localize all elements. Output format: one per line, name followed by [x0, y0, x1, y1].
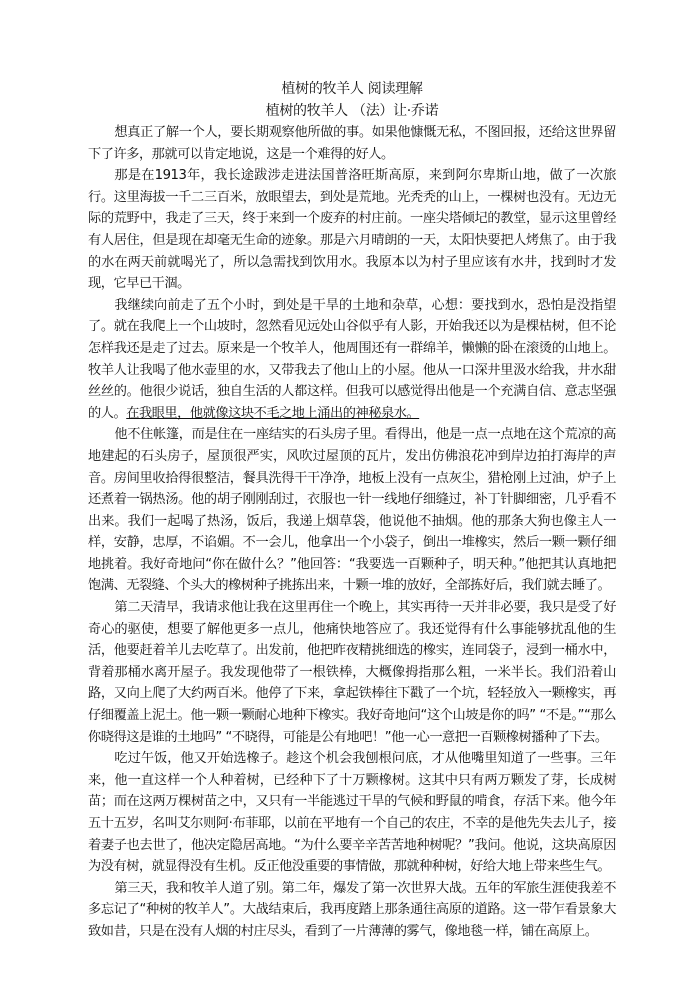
- underlined-sentence: 在我眼里，他就像这块不毛之地上涌出的神秘泉水。: [126, 405, 420, 421]
- paragraph-7: [88, 878, 616, 943]
- paragraph-text: 想真正了解一个人，要长期观察他所做的事。如果他慷慨无私，不图回报，还给这世界留下了许多，那就可以肯定地说，这是一个难得的好人。: [88, 125, 616, 162]
- paragraph-text: 我继续向前走了五个小时，到处是干旱的土地和杂草，心想：要找到水，恐怕是没指望了。就在我爬上一个山坡时，忽然看见远处山谷似乎有人影，开始我还以为是棵枯树，但不论怎样我还是走了过去。原来是一个牧羊人，他周围还有一群绵羊，懒懒的卧在滚烫的山地上。牧羊人让我喝了他水壶里的水，又带我去了他山上的小屋。他从一口深井里汲水给我，井水甜丝丝的。他很少说话，独自生活的人都这样。但我可以感觉得出他是一个充满自信、意志坚强的人。: [88, 297, 616, 421]
- paragraph-4: [88, 424, 616, 597]
- paragraph-text: 第二天清早，我请求他让我在这里再住一个晚上，其实再待一天并非必要，我只是受了好奇心的驱使，想要了解他更多一点儿，他痛快地答应了。我还觉得有什么事能够扰乱他的生活，他要赶着羊儿去吃草了。出发前，他把昨夜精挑细选的橡实，连同袋子，浸到一桶水中，背着那桶水离开屋子。我发现他带了一根铁棒，大概像拇指那么粗，一米半长。我们沿着山路，又向上爬了大约两百米。他停了下来，拿起铁棒往下戳了一个坑，轻轻放入一颗橡实，再仔细覆盖上泥土。他一颗一颗耐心地种下橡实。我好奇地问“这个山坡是你的吗” “不是。”“那么你晓得这是谁的土地吗” “不晓得，可能是公有地吧！”他一心一意把一百颗橡树播种了下去。: [88, 600, 616, 745]
- paragraph-3: [88, 295, 616, 425]
- paragraph-6: [88, 748, 616, 878]
- paragraph-text: 那是在1913年，我长途跋涉走进法国普洛旺斯高原，来到阿尔卑斯山地，做了一次旅行。这里海拔一千二三百米，放眼望去，到处是荒地。光秃秃的山上，一棵树也没有。无边无际的荒野中，我走了三天，终于来到一个废弃的村庄前。一座尖塔倾圮的教堂，显示这里曾经有人居住，但是现在却毫无生命的迹象。那是六月晴朗的一天，太阳快要把人烤焦了。由于我的水在两天前就喝光了，所以急需找到饮用水。我原本以为村子里应该有水井，找到时才发现，它早已干涸。: [88, 168, 616, 292]
- paragraph-text: 第三天，我和牧羊人道了别。第二年，爆发了第一次世界大战。五年的军旅生涯使我差不多忘记了“种树的牧羊人”。大战结束后，我再度踏上那条通往高原的道路。这一带乍看景象大致如昔，只是在没有人烟的村庄尽头，看到了一片薄薄的雾气，像地毯一样，铺在高原上。: [88, 880, 616, 939]
- paragraph-1: [88, 122, 616, 165]
- document-title: 植树的牧羊人 阅读理解: [281, 81, 423, 97]
- paragraph-text: 吃过午饭，他又开始选橡子。趁这个机会我刨根问底，才从他嘴里知道了一些事。三年来，他一直这样一个人种着树，已经种下了十万颗橡树。这其中只有两万颗发了芽，长成树苗；而在这两万棵树苗之中，又只有一半能逃过干旱的气候和野鼠的啃食，存活下来。他今年五十五岁，名叫艾尔则阿·布菲耶，以前在平地有一个自己的农庄，不幸的是他先失去儿子，接着妻子也去世了，他决定隐居高地。“为什么要辛辛苦苦地种树呢？”我问。他说，这块高原因为没有树，就显得没有生机。反正他没重要的事情做，那就种种树，好给大地上带来些生气。: [88, 751, 616, 875]
- paragraph-text: 他不住帐篷，而是住在一座结实的石头房子里。看得出，他是一点一点地在这个荒凉的高地建起的石头房子，屋顶很严实，风吹过屋顶的瓦片，发出仿佛浪花冲到岸边拍打海岸的声音。房间里收拾得很整洁，餐具洗得干干净净，地板上没有一点灰尘，猎枪刚上过油，炉子上还煮着一锅热汤。他的胡子刚刚刮过，衣服也一针一线地仔细缝过，补丁针脚细密，几乎看不出来。我们一起喝了热汤，饭后，我递上烟草袋，他说他不抽烟。他的那条大狗也像主人一样，安静，忠厚，不谄媚。不一会儿，他拿出一个小袋子，倒出一堆橡实，然后一颗一颗仔细地挑着。我好奇地问“你在做什么？”他回答：“我要选一百颗种子，明天种。”他把其认真地把饱满、无裂缝、个头大的橡树种子挑拣出来，十颗一堆的放好，全部拣好后，我们就去睡了。: [88, 427, 616, 594]
- document-page: [88, 78, 616, 943]
- paragraph-2: [88, 165, 616, 295]
- paragraph-5: [88, 597, 616, 748]
- document-subtitle: 植树的牧羊人 （法）让·乔诺: [265, 103, 439, 119]
